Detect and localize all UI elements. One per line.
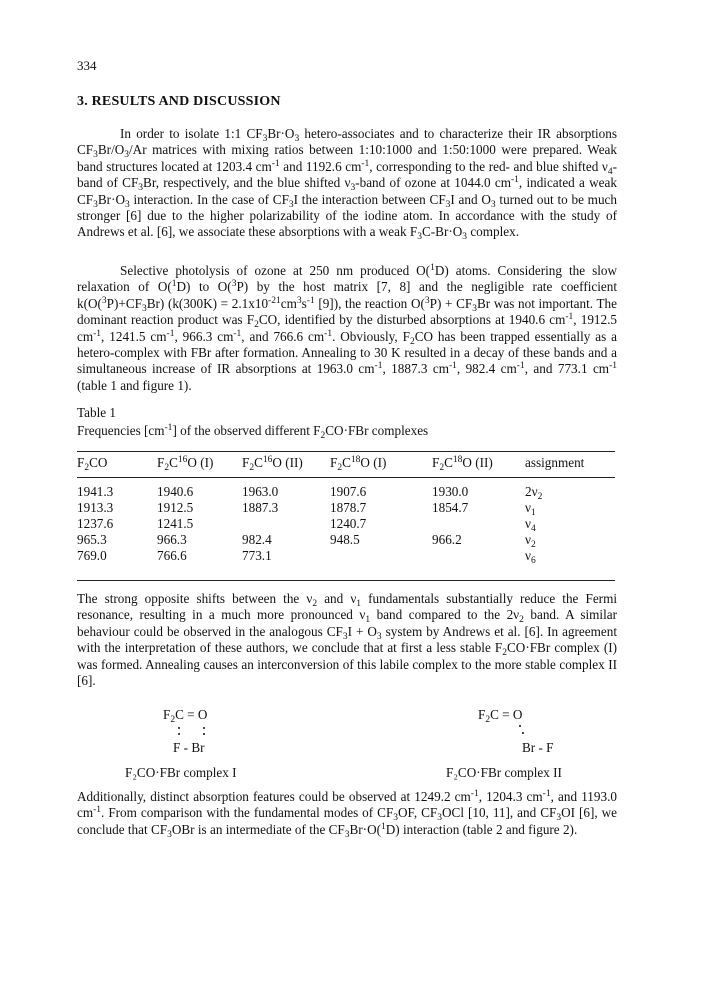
- table-cell: 1963.0: [242, 484, 279, 499]
- table-cell: 1854.7: [432, 500, 469, 515]
- complex-ii-bottom: Br - F: [522, 740, 554, 755]
- table-caption: [77, 404, 428, 440]
- paragraph-3-text: The strong opposite shifts between the $\nu_2$ and $\nu_1$ fundamentals substantially reduce the Fermi resonance, resulting in a much more pronounced $\nu_1$ band compared to the $2\nu_2$ band. A similar behaviour could be observed in the analogous $CF_3I + O_3$ system by Andrews et al. [6]. In agreement with the interpretation of these authors, we conclude that at first a less stable $F_2CO\cdot FBr$ complex (I) was formed. Annealing causes an interconversion of this labile complex to the more stable complex II [6].: [77, 591, 617, 689]
- table-cell: 1878.7: [330, 500, 367, 515]
- section-heading: 3. RESULTS AND DISCUSSION: [77, 94, 281, 109]
- table-cell: 1237.6: [77, 516, 114, 531]
- paragraph-1: [77, 126, 617, 241]
- table-cell: 966.3: [157, 532, 187, 547]
- table-bottom-rule: [77, 580, 615, 581]
- table-cell: 948.5: [330, 532, 360, 547]
- complex-ii-top: $F_2C = O$: [478, 707, 523, 725]
- table-top-rule: [77, 451, 615, 452]
- table-cell: $\nu_2$: [525, 532, 536, 550]
- table-cell: $\nu_4$: [525, 516, 536, 534]
- table-header-rule: [77, 477, 615, 478]
- table-cell: 1940.6: [157, 484, 194, 499]
- table-cell: 1907.6: [330, 484, 367, 499]
- paragraph-4: [77, 789, 617, 838]
- table-cell: 1240.7: [330, 516, 367, 531]
- table-label: Table 1: [77, 405, 116, 420]
- paragraph-2: [77, 263, 617, 394]
- complex-i-top: $F_2C = O$: [163, 707, 208, 725]
- paragraph-1-text: In order to isolate 1:1 $CF_3Br\cdot O_3$ hetero-associates and to characterize their IR absorptions $CF_3Br/O_3/Ar$ matrices with mixing ratios between 1:10:1000 and 1:50:1000 were prepared. Weak band structures located at 1203.4 $cm^{-1}$ and 1192.6 $cm^{-1}$, corresponding to the red- and blue shifted $\nu_4$-band of $CF_3Br$, respectively, and the blue shifted $\nu_3$-band of ozone at 1044.0 $cm^{-1}$, indicated a weak $CF_3Br\cdot O_3$ interaction. In the case of $CF_3I$ the interaction between $CF_3I$ and $O_3$ turned out to be much stronger [6] due to the higher polarizability of the iodine atom. In accordance with the study of Andrews et al. [6], we associate these absorptions with a weak $F_3C-Br\cdot O_3$ complex.: [77, 126, 617, 243]
- paragraph-3: [77, 591, 617, 689]
- table-cell: 1887.3: [242, 500, 279, 515]
- table-cell: 965.3: [77, 532, 107, 547]
- table-header-cell: $F_2C^{18}O$ (I): [330, 455, 387, 473]
- paragraph-2-text: Selective photolysis of ozone at 250 nm produced O($^1$D) atoms. Considering the slow relaxation of O($^1$D) to O($^3$P) by the host matrix [7, 8] and the negligible rate coefficient $k(O(^3P)+CF_3Br) (k(300K) = 2.1x10^{-21}cm^3s^{-1}$ [9]), the reaction $O(^3P) + CF_3Br$ was not important. The dominant reaction product was $F_2CO$, identified by the disturbed absorptions at 1940.6 $cm^{-1}$, 1912.5 $cm^{-1}$, 1241.5 $cm^{-1}$, 966.3 $cm^{-1}$, and 766.6 $cm^{-1}$. Obviously, $F_2CO$ has been trapped essentially as a hetero-complex with FBr after formation. Annealing to 30 K resulted in a decay of these bands and a simultaneous increase of IR absorptions at 1963.0 $cm^{-1}$, 1887.3 $cm^{-1}$, 982.4 $cm^{-1}$, and 773.1 $cm^{-1}$ (table 1 and figure 1).: [77, 263, 618, 393]
- table-cell: $\nu_6$: [525, 548, 536, 566]
- table-cell: 773.1: [242, 548, 272, 563]
- table-header-cell: $F_2C^{16}O$ (I): [157, 455, 214, 473]
- table-cell: $\nu_1$: [525, 500, 536, 518]
- table-cell: 769.0: [77, 548, 107, 563]
- table-cell: 1930.0: [432, 484, 469, 499]
- table-cell: 1941.3: [77, 484, 114, 499]
- paragraph-4-text: Additionally, distinct absorption features could be observed at 1249.2 $cm^{-1}$, 1204.3 $cm^{-1}$, and 1193.0 $cm^{-1}$. From comparison with the fundamental modes of $CF_3OF$, $CF_3OCl$ [10, 11], and $CF_3OI$ [6], we conclude that $CF_3OBr$ is an intermediate of the $CF_3Br\cdot O(^1D)$ interaction (table 2 and figure 2).: [77, 789, 617, 840]
- table-cell: 1913.3: [77, 500, 114, 515]
- complex-i-label: F₂CO·FBr complex I: [125, 765, 237, 780]
- table-header-cell: $F_2C^{16}O$ (II): [242, 455, 303, 473]
- table-cell: 982.4: [242, 532, 272, 547]
- table-cell: 1241.5: [157, 516, 194, 531]
- table-cell: $2\nu_2$: [525, 484, 543, 502]
- table-header-cell: assignment: [525, 455, 585, 470]
- complex-i-bottom: F - Br: [173, 740, 205, 755]
- table-cell: 966.2: [432, 532, 462, 547]
- table-caption-text: Frequencies $[cm^{-1}]$ of the observed different $F_2CO\cdot FBr$ complexes: [77, 423, 429, 441]
- table-header-cell: $F_2C^{18}O$ (II): [432, 455, 493, 473]
- complex-ii-label: F₂CO·FBr complex II: [446, 765, 562, 780]
- table-header-cell: $F_2CO$: [77, 455, 108, 473]
- page-number: 334: [77, 58, 97, 73]
- table-cell: 766.6: [157, 548, 187, 563]
- table-cell: 1912.5: [157, 500, 194, 515]
